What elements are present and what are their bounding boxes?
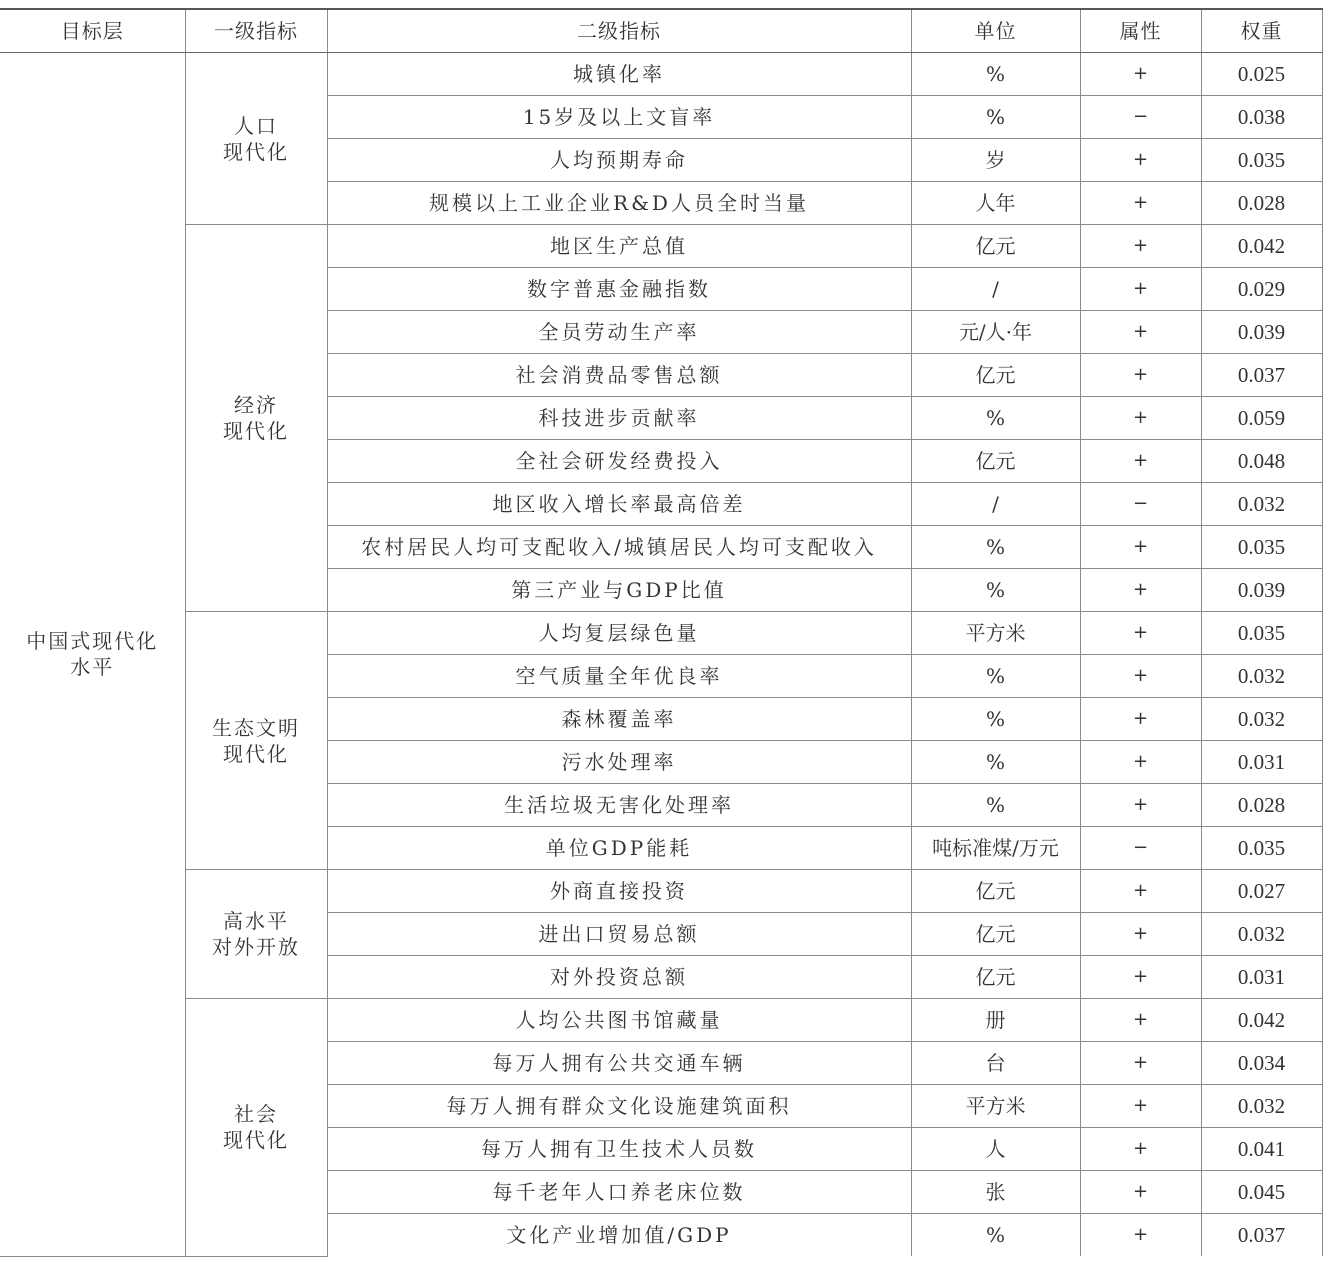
level2-indicator-cell: 第三产业与GDP比值 xyxy=(327,569,911,612)
unit-cell: % xyxy=(911,569,1080,612)
level1-indicator-cell: 经济 现代化 xyxy=(185,225,327,612)
unit-cell: 平方米 xyxy=(911,612,1080,655)
attribute-cell: + xyxy=(1080,999,1201,1042)
header-weight: 权重 xyxy=(1201,9,1322,53)
weight-cell: 0.031 xyxy=(1201,956,1322,999)
table-row xyxy=(0,225,1322,268)
header-goal-layer: 目标层 xyxy=(0,9,185,53)
attribute-cell: − xyxy=(1080,483,1201,526)
weight-cell: 0.048 xyxy=(1201,440,1322,483)
level2-indicator-cell: 文化产业增加值/GDP xyxy=(327,1214,911,1257)
header-level2: 二级指标 xyxy=(327,9,911,53)
attribute-cell: + xyxy=(1080,784,1201,827)
level1-indicator-cell: 高水平 对外开放 xyxy=(185,870,327,999)
level2-indicator-cell: 全社会研发经费投入 xyxy=(327,440,911,483)
weight-cell: 0.038 xyxy=(1201,96,1322,139)
attribute-cell: + xyxy=(1080,655,1201,698)
weight-cell: 0.035 xyxy=(1201,139,1322,182)
weight-cell: 0.039 xyxy=(1201,311,1322,354)
header-level1: 一级指标 xyxy=(185,9,327,53)
attribute-cell: + xyxy=(1080,53,1201,96)
level2-indicator-cell: 全员劳动生产率 xyxy=(327,311,911,354)
level1-indicator-cell: 生态文明 现代化 xyxy=(185,612,327,870)
unit-cell: 亿元 xyxy=(911,870,1080,913)
unit-cell: 岁 xyxy=(911,139,1080,182)
weight-cell: 0.035 xyxy=(1201,526,1322,569)
level2-indicator-cell: 地区生产总值 xyxy=(327,225,911,268)
unit-cell: 元/人·年 xyxy=(911,311,1080,354)
unit-cell: % xyxy=(911,397,1080,440)
weight-cell: 0.042 xyxy=(1201,225,1322,268)
attribute-cell: + xyxy=(1080,956,1201,999)
unit-cell: % xyxy=(911,741,1080,784)
attribute-cell: + xyxy=(1080,440,1201,483)
attribute-cell: + xyxy=(1080,569,1201,612)
unit-cell: / xyxy=(911,483,1080,526)
attribute-cell: + xyxy=(1080,225,1201,268)
unit-cell: 亿元 xyxy=(911,225,1080,268)
level2-indicator-cell: 森林覆盖率 xyxy=(327,698,911,741)
unit-cell: 亿元 xyxy=(911,956,1080,999)
unit-cell: 亿元 xyxy=(911,913,1080,956)
weight-cell: 0.045 xyxy=(1201,1171,1322,1214)
level2-indicator-cell: 数字普惠金融指数 xyxy=(327,268,911,311)
table-row xyxy=(0,999,1322,1042)
weight-cell: 0.059 xyxy=(1201,397,1322,440)
weight-cell: 0.035 xyxy=(1201,827,1322,870)
unit-cell: 张 xyxy=(911,1171,1080,1214)
unit-cell: % xyxy=(911,655,1080,698)
attribute-cell: + xyxy=(1080,1128,1201,1171)
level2-indicator-cell: 社会消费品零售总额 xyxy=(327,354,911,397)
weight-cell: 0.034 xyxy=(1201,1042,1322,1085)
attribute-cell: + xyxy=(1080,1171,1201,1214)
unit-cell: 册 xyxy=(911,999,1080,1042)
level2-indicator-cell: 每万人拥有公共交通车辆 xyxy=(327,1042,911,1085)
attribute-cell: + xyxy=(1080,526,1201,569)
attribute-cell: − xyxy=(1080,96,1201,139)
attribute-cell: + xyxy=(1080,698,1201,741)
unit-cell: 吨标准煤/万元 xyxy=(911,827,1080,870)
unit-cell: / xyxy=(911,268,1080,311)
header-row xyxy=(0,9,1322,53)
weight-cell: 0.039 xyxy=(1201,569,1322,612)
weight-cell: 0.032 xyxy=(1201,483,1322,526)
level2-indicator-cell: 每千老年人口养老床位数 xyxy=(327,1171,911,1214)
attribute-cell: + xyxy=(1080,1085,1201,1128)
weight-cell: 0.032 xyxy=(1201,698,1322,741)
weight-cell: 0.037 xyxy=(1201,354,1322,397)
unit-cell: 亿元 xyxy=(911,440,1080,483)
weight-cell: 0.028 xyxy=(1201,784,1322,827)
unit-cell: 人 xyxy=(911,1128,1080,1171)
header-unit: 单位 xyxy=(911,9,1080,53)
level2-indicator-cell: 人均复层绿色量 xyxy=(327,612,911,655)
level2-indicator-cell: 人均预期寿命 xyxy=(327,139,911,182)
unit-cell: % xyxy=(911,526,1080,569)
level2-indicator-cell: 对外投资总额 xyxy=(327,956,911,999)
weight-cell: 0.032 xyxy=(1201,1085,1322,1128)
table-row xyxy=(0,53,1322,96)
level2-indicator-cell: 农村居民人均可支配收入/城镇居民人均可支配收入 xyxy=(327,526,911,569)
level2-indicator-cell: 地区收入增长率最高倍差 xyxy=(327,483,911,526)
unit-cell: 亿元 xyxy=(911,354,1080,397)
level2-indicator-cell: 15岁及以上文盲率 xyxy=(327,96,911,139)
attribute-cell: + xyxy=(1080,913,1201,956)
unit-cell: % xyxy=(911,1214,1080,1257)
attribute-cell: + xyxy=(1080,612,1201,655)
indicator-table xyxy=(0,8,1323,1257)
weight-cell: 0.032 xyxy=(1201,655,1322,698)
weight-cell: 0.041 xyxy=(1201,1128,1322,1171)
level2-indicator-cell: 外商直接投资 xyxy=(327,870,911,913)
attribute-cell: + xyxy=(1080,311,1201,354)
attribute-cell: + xyxy=(1080,354,1201,397)
level2-indicator-cell: 每万人拥有群众文化设施建筑面积 xyxy=(327,1085,911,1128)
level2-indicator-cell: 每万人拥有卫生技术人员数 xyxy=(327,1128,911,1171)
header-attribute: 属性 xyxy=(1080,9,1201,53)
unit-cell: 台 xyxy=(911,1042,1080,1085)
attribute-cell: + xyxy=(1080,268,1201,311)
weight-cell: 0.031 xyxy=(1201,741,1322,784)
level1-indicator-cell: 社会 现代化 xyxy=(185,999,327,1257)
level2-indicator-cell: 空气质量全年优良率 xyxy=(327,655,911,698)
unit-cell: % xyxy=(911,96,1080,139)
attribute-cell: + xyxy=(1080,870,1201,913)
unit-cell: 人年 xyxy=(911,182,1080,225)
table-row xyxy=(0,612,1322,655)
weight-cell: 0.042 xyxy=(1201,999,1322,1042)
table-row xyxy=(0,870,1322,913)
level2-indicator-cell: 人均公共图书馆藏量 xyxy=(327,999,911,1042)
weight-cell: 0.025 xyxy=(1201,53,1322,96)
level2-indicator-cell: 城镇化率 xyxy=(327,53,911,96)
attribute-cell: + xyxy=(1080,1214,1201,1257)
level2-indicator-cell: 生活垃圾无害化处理率 xyxy=(327,784,911,827)
weight-cell: 0.027 xyxy=(1201,870,1322,913)
unit-cell: % xyxy=(911,784,1080,827)
table-body xyxy=(0,53,1322,1257)
attribute-cell: + xyxy=(1080,741,1201,784)
attribute-cell: + xyxy=(1080,139,1201,182)
attribute-cell: + xyxy=(1080,1042,1201,1085)
level1-indicator-cell: 人口 现代化 xyxy=(185,53,327,225)
goal-layer-cell: 中国式现代化 水平 xyxy=(0,53,185,1257)
attribute-cell: − xyxy=(1080,827,1201,870)
level2-indicator-cell: 规模以上工业企业R&D人员全时当量 xyxy=(327,182,911,225)
level2-indicator-cell: 污水处理率 xyxy=(327,741,911,784)
level2-indicator-cell: 进出口贸易总额 xyxy=(327,913,911,956)
attribute-cell: + xyxy=(1080,182,1201,225)
weight-cell: 0.035 xyxy=(1201,612,1322,655)
level2-indicator-cell: 科技进步贡献率 xyxy=(327,397,911,440)
unit-cell: 平方米 xyxy=(911,1085,1080,1128)
weight-cell: 0.037 xyxy=(1201,1214,1322,1257)
unit-cell: % xyxy=(911,698,1080,741)
unit-cell: % xyxy=(911,53,1080,96)
attribute-cell: + xyxy=(1080,397,1201,440)
level2-indicator-cell: 单位GDP能耗 xyxy=(327,827,911,870)
weight-cell: 0.028 xyxy=(1201,182,1322,225)
weight-cell: 0.029 xyxy=(1201,268,1322,311)
weight-cell: 0.032 xyxy=(1201,913,1322,956)
